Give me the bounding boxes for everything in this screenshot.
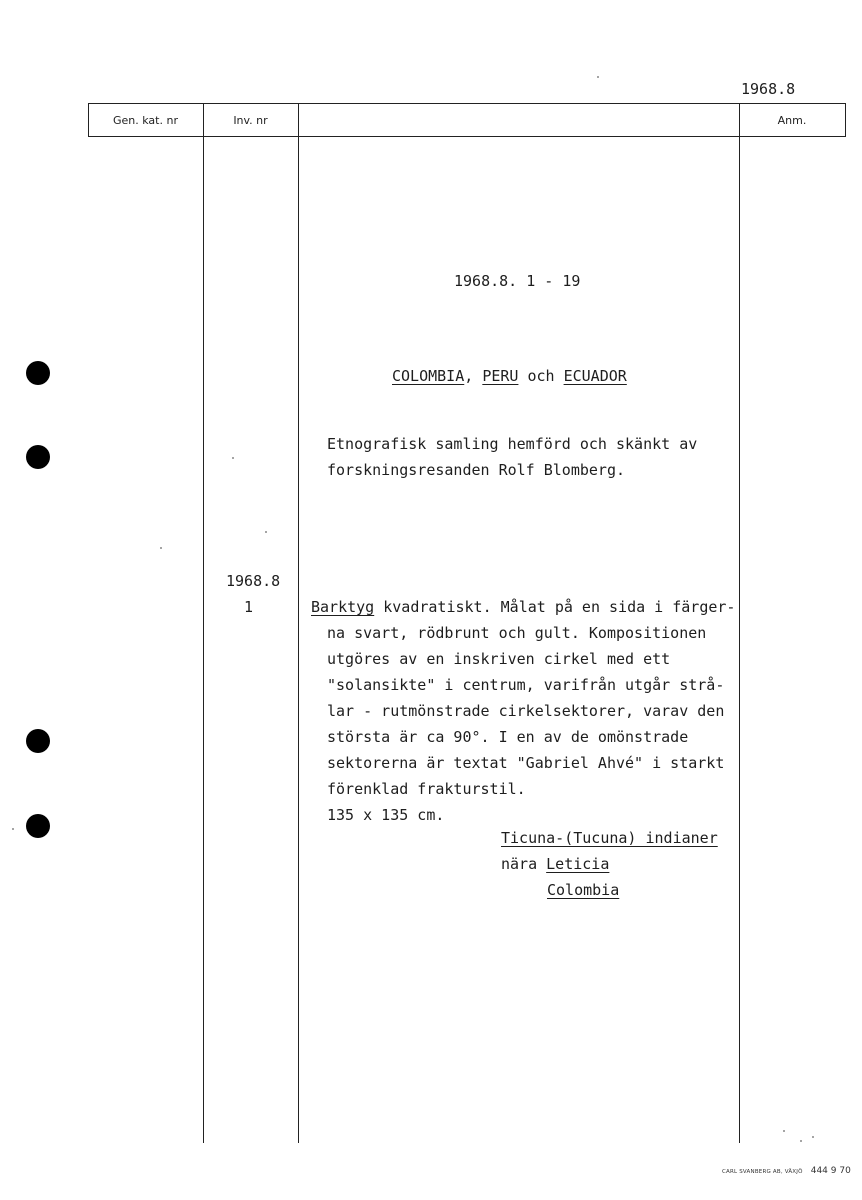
- country-colombia: COLOMBIA: [392, 367, 465, 385]
- column-divider: [845, 103, 846, 136]
- description-line: Barktyg kvadratiskt. Målat på en sida i färger-: [311, 598, 736, 616]
- table-header-rule: [88, 136, 846, 137]
- countries-heading: COLOMBIA, PERU och ECUADOR: [392, 367, 627, 385]
- punch-hole: [26, 814, 50, 838]
- paper-speck: [812, 1136, 814, 1138]
- dimensions: 135 x 135 cm.: [327, 806, 445, 824]
- printer-name: CARL SVANBERG AB, VÄXJÖ: [722, 1169, 803, 1175]
- description-line: utgöres av en inskriven cirkel med ett: [327, 650, 671, 668]
- country-peru: PERU: [482, 367, 519, 385]
- page-number: 1968.8: [741, 80, 796, 98]
- origin-people: Ticuna-(Tucuna) indianer: [501, 829, 718, 847]
- description-line: "solansikte" i centrum, varifrån utgår strå-: [327, 676, 725, 694]
- object-name: Barktyg: [311, 598, 375, 616]
- column-divider: [739, 103, 740, 1143]
- intro-line: Etnografisk samling hemförd och skänkt av: [327, 435, 698, 453]
- column-divider: [203, 103, 204, 1143]
- catalog-range: 1968.8. 1 - 19: [454, 272, 581, 290]
- description-line: största är ca 90°. I en av de omönstrade: [327, 728, 689, 746]
- column-header-inv-nr: Inv. nr: [233, 114, 268, 127]
- origin-country: Colombia: [547, 881, 620, 899]
- column-header-gen-kat-nr: Gen. kat. nr: [113, 114, 178, 127]
- paper-speck: [783, 1130, 785, 1132]
- paper-speck: [160, 547, 162, 549]
- table-top-rule: [88, 103, 846, 104]
- origin-near: nära Leticia: [501, 855, 610, 873]
- column-divider: [298, 103, 299, 1143]
- paper-speck: [265, 531, 267, 533]
- paper-speck: [12, 828, 14, 830]
- country-ecuador: ECUADOR: [563, 367, 627, 385]
- paper-speck: [232, 457, 234, 459]
- punch-hole: [26, 729, 50, 753]
- origin-place: Leticia: [546, 855, 610, 873]
- printer-imprint: [722, 1158, 851, 1177]
- description-line: förenklad frakturstil.: [327, 780, 526, 798]
- paper-speck: [597, 76, 599, 78]
- description-line: na svart, rödbrunt och gult. Kompositionen: [327, 624, 707, 642]
- inv-number: 1968.8: [226, 572, 281, 590]
- column-header-anm: Anm.: [777, 114, 807, 127]
- punch-hole: [26, 445, 50, 469]
- description-line: sektorerna är textat "Gabriel Ahvé" i starkt: [327, 754, 725, 772]
- intro-line: forskningsresanden Rolf Blomberg.: [327, 461, 626, 479]
- paper-speck: [800, 1140, 802, 1142]
- description-line: lar - rutmönstrade cirkelsektorer, varav den: [327, 702, 725, 720]
- item-number: 1: [244, 598, 254, 616]
- punch-hole: [26, 361, 50, 385]
- printer-code: 444 9 70: [810, 1166, 851, 1176]
